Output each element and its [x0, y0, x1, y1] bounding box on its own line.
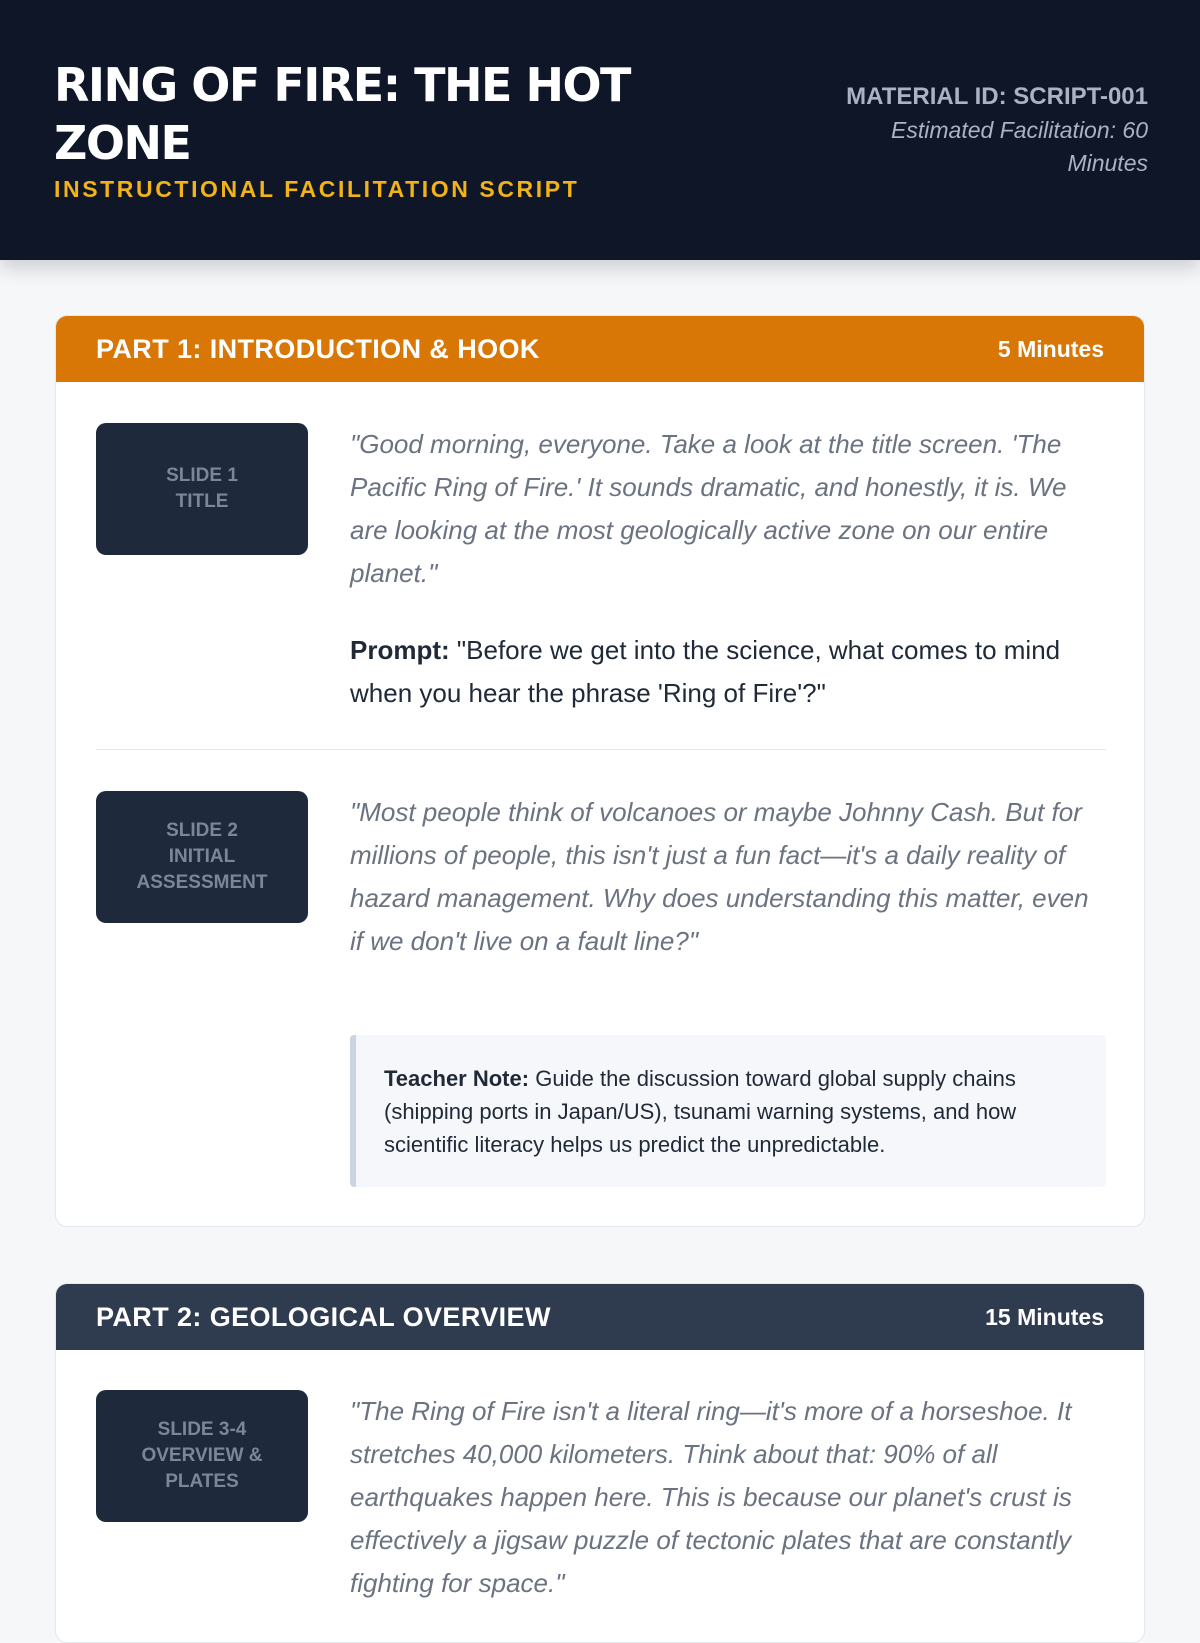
part-1-duration: 5 Minutes [997, 335, 1104, 362]
part-1-header [56, 316, 1144, 382]
material-meta [818, 80, 1148, 180]
script-quote: "The Ring of Fire isn't a literal ring—it's more of a horseshoe. It stretches 40,000 kilometers. Think about that: 90% of all earthquakes happen here. This is because our planet's crust is effectively a jigsaw puzzle of tectonic plates that are constantly fighting for space." [350, 1396, 1072, 1598]
part-2-section [55, 1283, 1145, 1643]
part-2-header [56, 1284, 1144, 1350]
page-title: RING OF FIRE: THE HOT ZONE [54, 58, 630, 170]
slide-1-script [350, 423, 1106, 595]
slide-3-4-badge [96, 1390, 308, 1522]
slide-2-script [350, 791, 1106, 963]
slide-1-label: TITLE [175, 491, 229, 512]
prompt-label: Prompt: [350, 635, 450, 665]
page-subtitle: INSTRUCTIONAL FACILITATION SCRIPT [54, 176, 580, 202]
slide-2-label: INITIAL ASSESSMENT [136, 846, 268, 893]
slide-1-badge [96, 423, 308, 555]
slide-1-number: SLIDE 1 [166, 465, 238, 486]
slide-3-4-number: SLIDE 3-4 [157, 1419, 247, 1440]
script-quote: "Most people think of volcanoes or maybe Johnny Cash. But for millions of people, this isn't just a fun fact—it's a daily reality of hazard management. Why does understanding this matter, even if we don't live on a fault line?" [350, 797, 1089, 956]
part-2-title: PART 2: GEOLOGICAL OVERVIEW [96, 1301, 551, 1332]
teacher-note-label: Teacher Note: [384, 1066, 530, 1091]
slide-3-4-label: OVERVIEW & PLATES [141, 1445, 263, 1492]
slide-2-number: SLIDE 2 [166, 820, 238, 841]
slide-3-4-script [350, 1390, 1106, 1605]
prompt-text: "Before we get into the science, what comes to mind when you hear the phrase 'Ring of Fire'?" [350, 635, 1061, 708]
script-quote: "Good morning, everyone. Take a look at the title screen. 'The Pacific Ring of Fire.' It sounds dramatic, and honestly, it is. We are looking at the most geologically active zone on our entire planet." [350, 429, 1067, 588]
page-header [0, 0, 1200, 260]
divider [96, 749, 1106, 750]
part-1-section [55, 315, 1145, 1227]
prompt-block [350, 629, 1106, 715]
part-2-duration: 15 Minutes [985, 1303, 1104, 1330]
teacher-note [350, 1035, 1106, 1187]
slide-2-badge [96, 791, 308, 923]
material-id: MATERIAL ID: SCRIPT-001 [846, 83, 1148, 110]
teacher-note-text: Guide the discussion toward global supply chains (shipping ports in Japan/US), tsunami warning systems, and how scientific literacy helps us predict the unpredictable. [384, 1066, 1017, 1157]
estimated-duration: Estimated Facilitation: 60 Minutes [891, 117, 1148, 176]
part-1-title: PART 1: INTRODUCTION & HOOK [96, 333, 540, 364]
